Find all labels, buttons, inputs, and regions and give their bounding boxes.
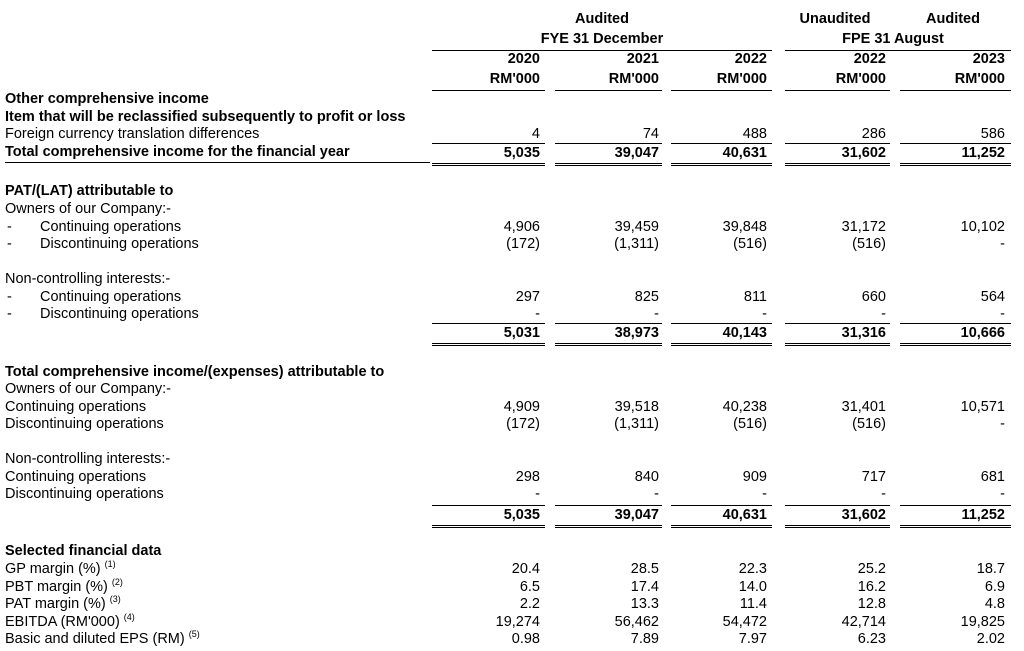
total-rule-top (785, 323, 890, 324)
sfd-value: 19,274 (495, 613, 540, 630)
tci-owners-cont-label: Continuing operations (5, 399, 147, 415)
column-header-underline (785, 90, 890, 91)
tci-nci-cont-value: 717 (861, 469, 886, 485)
year-heading: 2020 (507, 51, 540, 67)
total-rule-bottom (785, 525, 890, 526)
pat-nci-label: Non-controlling interests:- (5, 271, 171, 287)
oci-total-value: 5,035 (503, 145, 540, 161)
fctd-value: 586 (980, 126, 1005, 142)
total-rule-bottom (432, 527, 545, 528)
tci-total-value: 39,047 (614, 507, 659, 523)
total-rule-bottom (671, 163, 772, 164)
sfd-row-label (5, 611, 135, 631)
fctd-value: 4 (531, 126, 540, 142)
pat-owners-cont-value: 10,102 (960, 219, 1005, 235)
tci-nci-cont-value: 298 (515, 469, 540, 485)
total-rule-top (555, 505, 662, 506)
oci-total-value: 11,252 (961, 145, 1005, 161)
sfd-value: 19,825 (960, 613, 1005, 630)
total-rule-bottom (900, 163, 1011, 164)
sfd-label-text: PAT margin (%) (5, 596, 110, 612)
sfd-value: 14.0 (738, 578, 767, 595)
pat-owners-cont-value: 31,172 (841, 219, 886, 235)
pat-nci-disc-value: - (1000, 306, 1005, 322)
sfd-value: 0.98 (511, 631, 540, 647)
footnote-ref: (1) (104, 559, 116, 570)
tci-owners-disc-value: (516) (733, 416, 767, 432)
sfd-row-label (5, 561, 116, 578)
tci-nci-disc-value: - (535, 486, 540, 502)
sfd-value: 6.5 (519, 578, 540, 595)
sfd-value: 6.9 (984, 578, 1005, 595)
pat-nci-disc-value: - (762, 306, 767, 322)
total-rule-bottom (785, 165, 890, 166)
sfd-row-label (5, 576, 123, 596)
year-heading: 2022 (853, 51, 886, 67)
pat-nci-cont-value: 825 (634, 289, 659, 305)
pat-total-value: 38,973 (614, 325, 659, 341)
sfd-value: 17.4 (630, 578, 659, 595)
column-header-underline (555, 90, 662, 91)
pat-nci-cont-value: 660 (861, 289, 886, 305)
pat-total-value: 40,143 (722, 325, 767, 341)
sfd-value: 54,472 (722, 613, 767, 630)
tci-nci-label: Non-controlling interests:- (5, 451, 171, 467)
unit-heading: RM'000 (835, 71, 886, 87)
pat-nci-disc-value: - (535, 306, 540, 322)
pat-nci-cont-label: Continuing operations (40, 289, 182, 305)
tci-total-value: 40,631 (722, 507, 767, 523)
total-rule-top (900, 143, 1011, 144)
tci-owners-disc-value: (172) (506, 416, 540, 432)
tci-title: Total comprehensive income/(expenses) attributable to (5, 364, 385, 380)
sfd-value: 11.4 (739, 596, 767, 612)
unit-heading: RM'000 (608, 71, 659, 87)
fye-heading: FYE 31 December (540, 31, 664, 47)
total-rule-bottom (555, 527, 662, 528)
footnote-ref: (4) (123, 611, 135, 622)
fctd-value: 488 (742, 126, 767, 142)
total-rule-top (785, 505, 890, 506)
sfd-value: 16.2 (857, 578, 886, 595)
pat-nci-disc-value: - (654, 306, 659, 322)
total-rule-bottom (432, 163, 545, 164)
pat-nci-cont-value: 811 (743, 289, 767, 305)
total-rule-bottom (432, 165, 545, 166)
total-rule-bottom (900, 343, 1011, 344)
tci-owners-cont-value: 31,401 (841, 399, 886, 415)
pat-owners-cont-label: Continuing operations (40, 219, 182, 235)
footnote-ref: (5) (188, 629, 200, 640)
total-rule-top (432, 143, 545, 144)
total-rule-top (555, 143, 662, 144)
total-rule-bottom (900, 345, 1011, 346)
total-rule-bottom (785, 345, 890, 346)
tci-nci-disc-label: Discontinuing operations (5, 486, 164, 502)
total-rule-bottom (900, 165, 1011, 166)
pat-nci-disc-value: - (881, 306, 886, 322)
column-header-underline (671, 90, 772, 91)
total-rule-bottom (555, 345, 662, 346)
total-rule-bottom (785, 527, 890, 528)
bullet: - (7, 219, 12, 235)
pat-title: PAT/(LAT) attributable to (5, 183, 174, 199)
year-heading: 2023 (972, 51, 1005, 67)
sfd-value: 42,714 (841, 613, 886, 630)
tci-owners-disc-value: (516) (852, 416, 886, 432)
total-rule-bottom (671, 165, 772, 166)
column-header-underline (432, 90, 545, 91)
pat-nci-cont-value: 564 (980, 289, 1005, 305)
sfd-value: 28.5 (630, 561, 659, 577)
tci-nci-cont-label: Continuing operations (5, 469, 147, 485)
total-rule-top (432, 323, 545, 324)
unit-heading: RM'000 (954, 71, 1005, 87)
total-rule-top (900, 323, 1011, 324)
total-rule-bottom (432, 343, 545, 344)
total-rule-bottom (671, 525, 772, 526)
sfd-value: 12.8 (857, 596, 886, 612)
bullet: - (7, 236, 12, 252)
pat-total-value: 10,666 (960, 325, 1005, 341)
total-rule-top (671, 505, 772, 506)
oci-total-value: 31,602 (841, 145, 886, 161)
unit-heading: RM'000 (716, 71, 767, 87)
sfd-row-label (5, 596, 121, 613)
column-header-underline (900, 90, 1011, 91)
tci-nci-disc-value: - (654, 486, 659, 502)
bullet: - (7, 306, 12, 322)
total-rule-top (785, 143, 890, 144)
tci-owners-label: Owners of our Company:- (5, 381, 172, 397)
fctd-value: 286 (861, 126, 886, 142)
tci-owners-disc-label: Discontinuing operations (5, 416, 164, 432)
tci-nci-cont-value: 840 (634, 469, 659, 485)
tci-nci-cont-value: 909 (742, 469, 767, 485)
tci-total-value: 11,252 (961, 507, 1005, 523)
sfd-label-text: EBITDA (RM'000) (5, 613, 124, 630)
total-rule-top (900, 505, 1011, 506)
oci-total-label-underline (5, 162, 430, 163)
sfd-value: 13.3 (630, 596, 659, 612)
total-rule-bottom (555, 163, 662, 164)
unit-heading: RM'000 (489, 71, 540, 87)
sfd-label-text: PBT margin (%) (5, 578, 112, 595)
oci-total-value: 40,631 (722, 145, 767, 161)
sfd-label-text: GP margin (%) (5, 561, 105, 577)
pat-owners-disc-value: (516) (733, 236, 767, 252)
sfd-value: 20.4 (511, 561, 540, 577)
sfd-value: 2.2 (519, 596, 540, 612)
pat-nci-disc-label: Discontinuing operations (40, 306, 199, 322)
pat-total-value: 31,316 (841, 325, 886, 341)
total-rule-top (432, 505, 545, 506)
tci-total-value: 5,035 (503, 507, 540, 523)
fctd-label: Foreign currency translation differences (5, 126, 260, 142)
pat-nci-cont-value: 297 (515, 289, 540, 305)
sfd-value: 2.02 (976, 631, 1005, 647)
tci-owners-cont-value: 4,909 (503, 399, 540, 415)
total-rule-bottom (555, 525, 662, 526)
pat-owners-cont-value: 4,906 (503, 219, 540, 235)
tci-nci-cont-value: 681 (980, 469, 1005, 485)
total-rule-bottom (555, 343, 662, 344)
tci-nci-disc-value: - (881, 486, 886, 502)
footnote-ref: (2) (111, 576, 123, 587)
pat-owners-cont-value: 39,848 (722, 219, 767, 235)
tci-total-value: 31,602 (841, 507, 886, 523)
year-heading: 2022 (734, 51, 767, 67)
sfd-value: 7.97 (738, 631, 767, 647)
pat-owners-label: Owners of our Company:- (5, 201, 172, 217)
tci-owners-disc-value: - (1000, 416, 1005, 432)
tci-owners-cont-value: 39,518 (614, 399, 659, 415)
total-rule-bottom (900, 527, 1011, 528)
total-rule-bottom (432, 525, 545, 526)
unaudited-heading: Unaudited (799, 11, 871, 27)
oci-total-value: 39,047 (614, 145, 659, 161)
total-rule-bottom (671, 527, 772, 528)
tci-nci-disc-value: - (762, 486, 767, 502)
year-heading: 2021 (626, 51, 659, 67)
sfd-title: Selected financial data (5, 543, 162, 559)
sfd-value: 7.89 (630, 631, 659, 647)
footnote-ref: (3) (109, 594, 121, 605)
fpe-heading: FPE 31 August (842, 31, 944, 47)
total-rule-bottom (900, 525, 1011, 526)
total-rule-top (671, 143, 772, 144)
tci-nci-disc-value: - (1000, 486, 1005, 502)
sfd-value: 18.7 (976, 561, 1005, 577)
pat-owners-disc-value: (172) (506, 236, 540, 252)
tci-owners-cont-value: 40,238 (722, 399, 767, 415)
bullet: - (7, 289, 12, 305)
pat-owners-disc-value: - (1000, 236, 1005, 252)
fctd-value: 74 (642, 126, 659, 142)
total-rule-bottom (785, 163, 890, 164)
total-rule-bottom (671, 343, 772, 344)
total-rule-bottom (432, 345, 545, 346)
sfd-value: 22.3 (738, 561, 767, 577)
total-rule-top (671, 323, 772, 324)
tci-owners-cont-value: 10,571 (960, 399, 1005, 415)
total-rule-bottom (555, 165, 662, 166)
oci-total-label: Total comprehensive income for the financial year (5, 144, 350, 160)
pat-owners-cont-value: 39,459 (614, 219, 659, 235)
pat-owners-disc-value: (516) (852, 236, 886, 252)
sfd-value: 25.2 (857, 561, 886, 577)
sfd-value: 4.8 (984, 596, 1005, 612)
tci-owners-disc-value: (1,311) (614, 416, 659, 432)
total-rule-top (555, 323, 662, 324)
oci-subtitle: Item that will be reclassified subsequently to profit or loss (5, 109, 406, 125)
sfd-row-label (5, 631, 200, 648)
sfd-value: 6.23 (857, 631, 886, 647)
pat-total-value: 5,031 (503, 325, 540, 341)
sfd-value: 56,462 (614, 613, 659, 630)
pat-owners-disc-label: Discontinuing operations (40, 236, 199, 252)
sfd-label-text: Basic and diluted EPS (RM) (5, 631, 189, 647)
pat-owners-disc-value: (1,311) (614, 236, 659, 252)
audited-heading: Audited (575, 11, 629, 27)
total-rule-bottom (671, 345, 772, 346)
audited-heading-2: Audited (926, 11, 980, 27)
oci-title: Other comprehensive income (5, 91, 209, 107)
total-rule-bottom (785, 343, 890, 344)
